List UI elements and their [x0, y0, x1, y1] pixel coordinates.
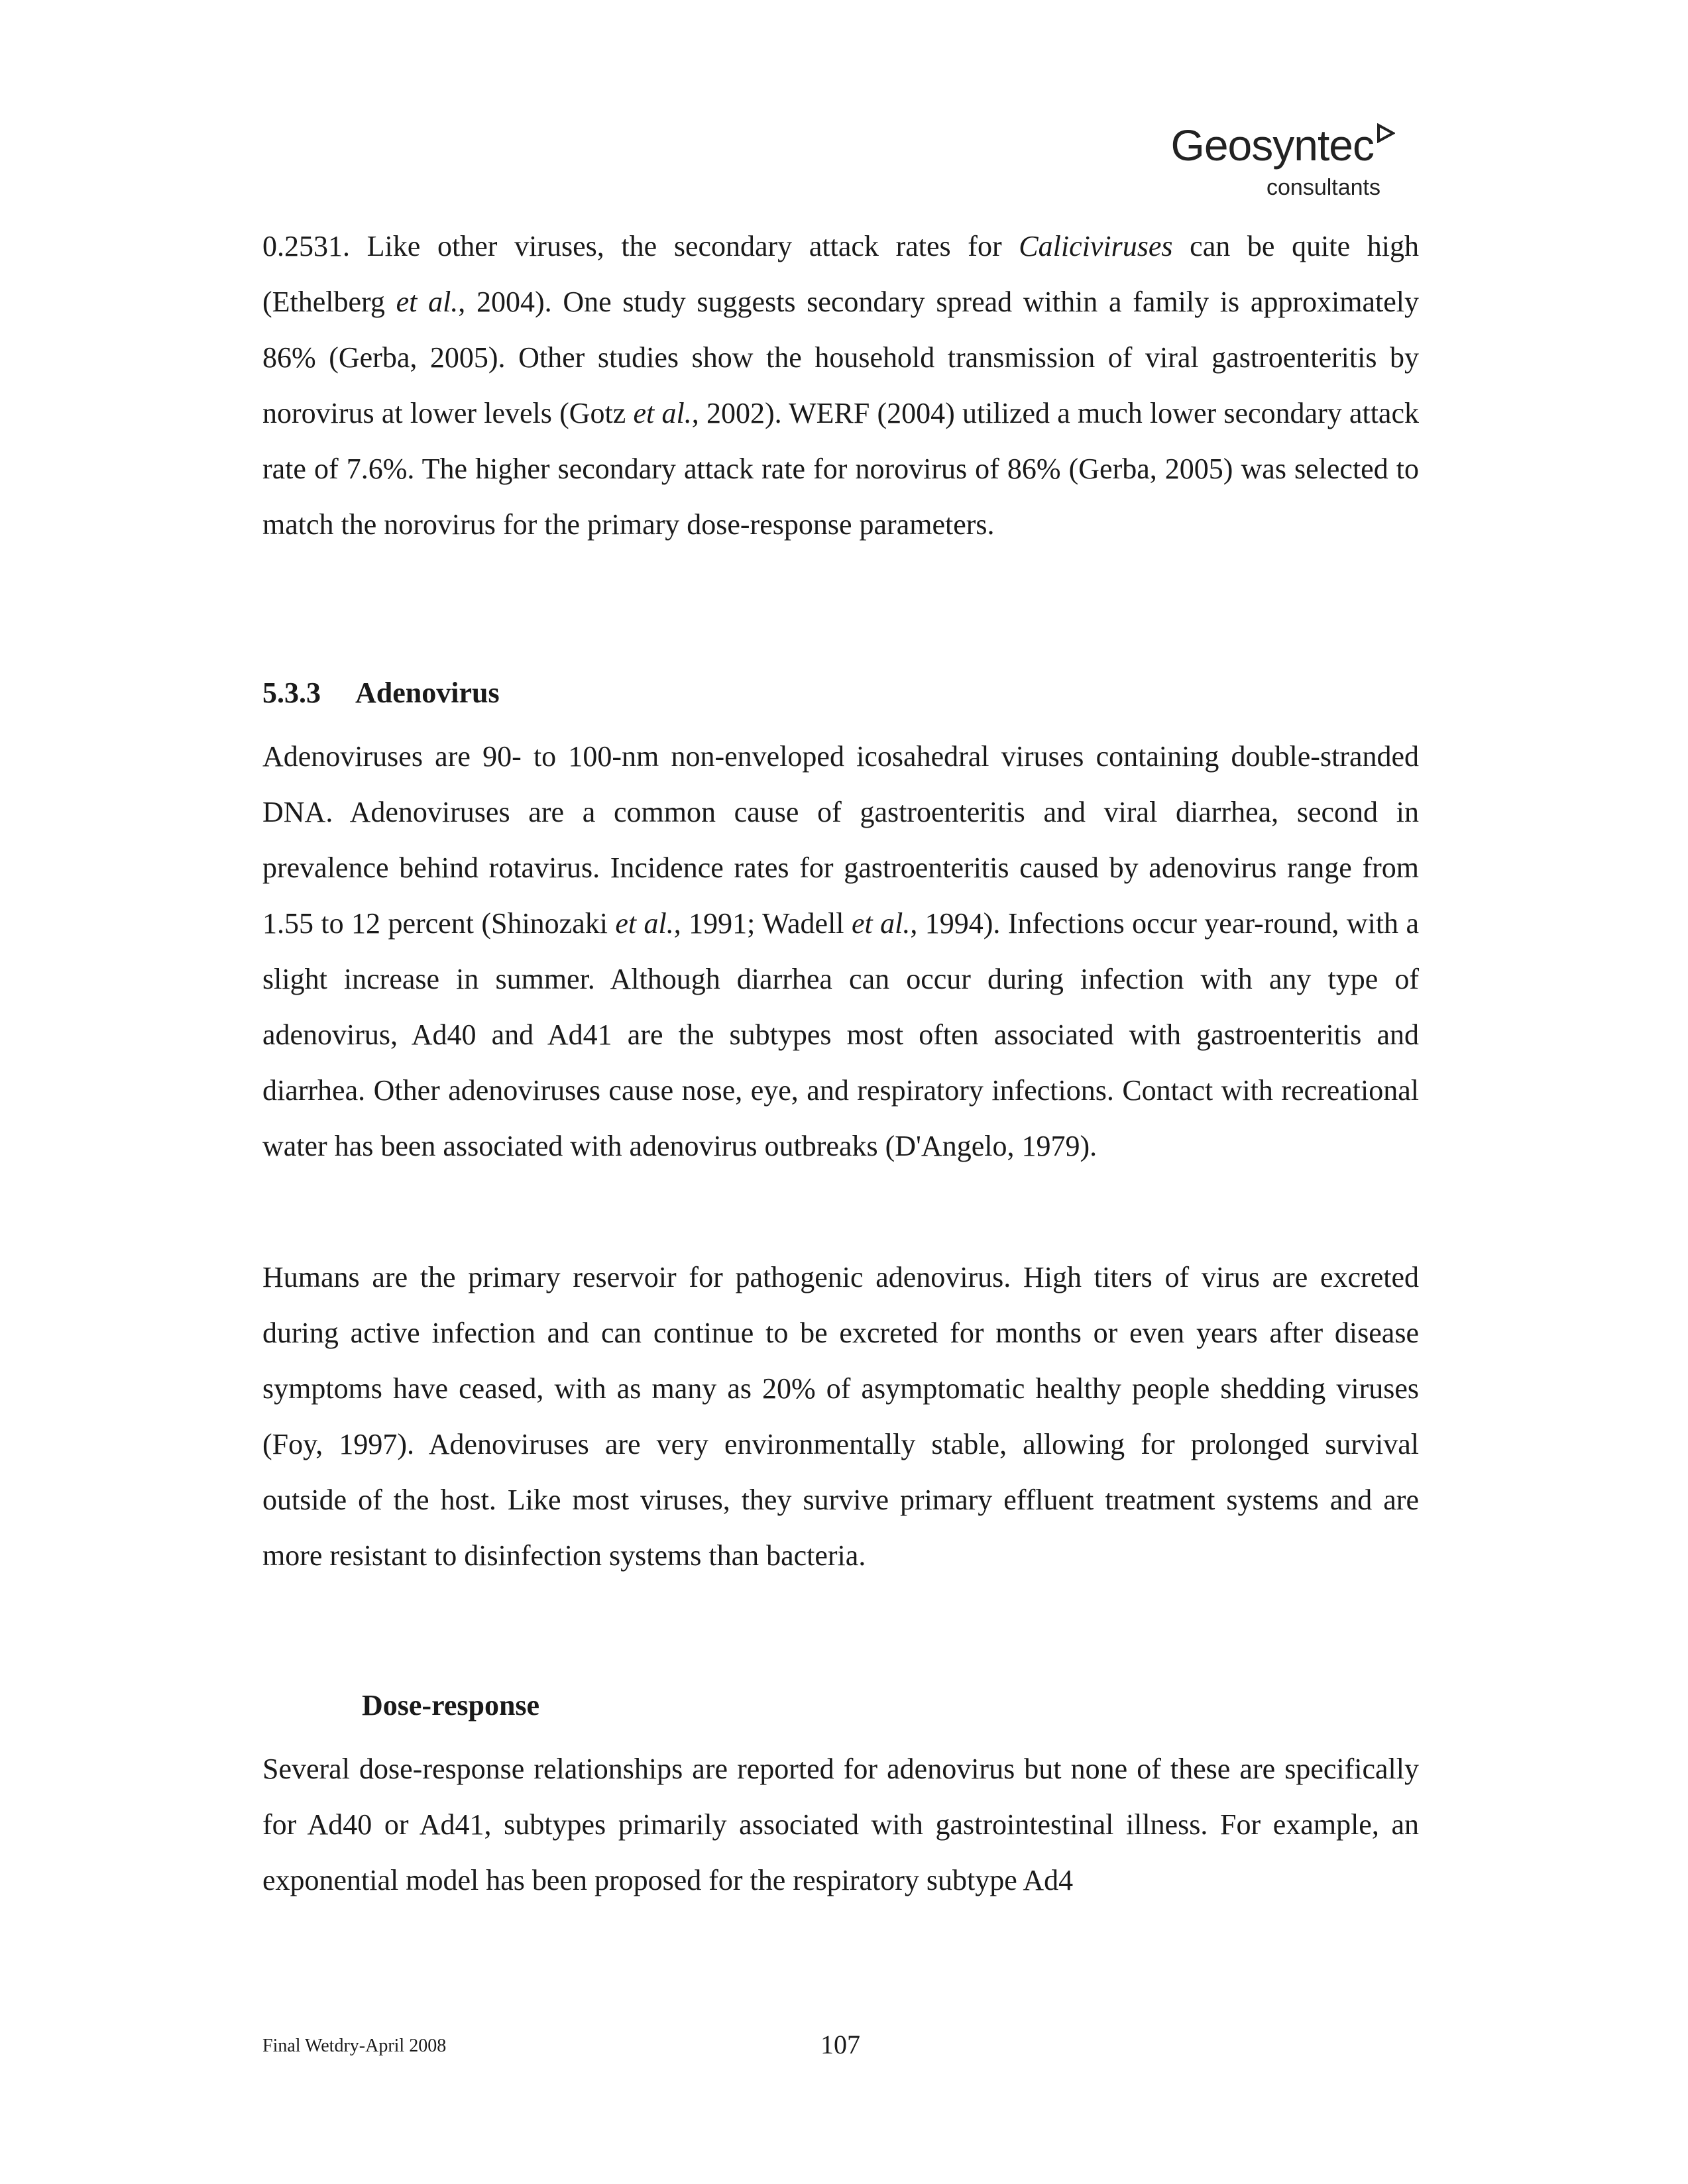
subsection-heading: Dose-response	[362, 1689, 540, 1721]
italic-text: et al.	[396, 286, 459, 318]
section-number: 5.3.3	[262, 677, 321, 709]
footer-document-label: Final Wetdry-April 2008	[262, 2036, 447, 2056]
text-run: , 1991; Wadell	[673, 907, 852, 940]
text-run: Several dose-response relationships are reported for adenovirus but none of these are specifically for Ad40 or Ad41, subtypes primarily associated with gastrointestinal illness. For example, an exponential model has been proposed for the respiratory subtype Ad4	[262, 1753, 1419, 1896]
paragraph-dose-response	[262, 1741, 1419, 1908]
paragraph-adenovirus-intro	[262, 729, 1419, 1174]
section-title: Adenovirus	[355, 677, 500, 709]
logo-name: Geosyntec	[1170, 121, 1374, 170]
paragraph-secondary-attack	[262, 219, 1419, 553]
text-run: Humans are the primary reservoir for pathogenic adenovirus. High titers of virus are excreted during active infection and can continue to be excreted for months or even years after disease symptoms have ceased, with as many as 20% of asymptomatic healthy people shedding viruses (Foy, 1997). Adenoviruses are very environmentally stable, allowing for prolonged survival outside of the host. Like most viruses, they survive primary effluent treatment systems and are more resistant to disinfection systems than bacteria.	[262, 1261, 1419, 1572]
italic-text: et al.	[633, 397, 692, 429]
page-number: 107	[820, 2030, 860, 2059]
text-run: , 1994). Infections occur year-round, with a slight increase in summer. Although diarrhea can occur during infection with any type of adenovirus, Ad40 and Ad41 are the subtypes most often associated with gastroenteritis and diarrhea. Other adenoviruses cause nose, eye, and respiratory infections. Contact with recreational water has been associated with adenovirus outbreaks (D'Angelo, 1979).	[262, 907, 1419, 1162]
logo-subtitle: consultants	[1266, 175, 1380, 200]
text-run: Adenoviruses are 90- to 100-nm non-enveloped icosahedral viruses containing double-stranded DNA. Adenoviruses are a common cause of gastroenteritis and viral diarrhea, second in prevalence behind rotavirus. Incidence rates for gastroenteritis caused by adenovirus range from 1.55 to 12 percent (Shinozaki	[262, 740, 1419, 940]
text-run: 0.2531. Like other viruses, the secondary attack rates for	[262, 230, 1019, 262]
italic-text: Caliciviruses	[1019, 230, 1173, 262]
text-run: , 2002). WERF (2004) utilized a much lower secondary attack rate of 7.6%. The higher secondary attack rate for norovirus of 86% (Gerba, 2005) was selected to match the norovirus for the primary dose-response parameters.	[262, 397, 1419, 541]
logo-triangle-icon	[1377, 106, 1395, 150]
text-run: can be quite high (Ethelberg	[262, 230, 1419, 318]
text-run: , 2004). One study suggests secondary spread within a family is approximately 86% (Gerba, 2005). Other studies show the household transmission of viral gastroenteritis by norovirus at lower levels (Gotz	[262, 286, 1419, 429]
italic-text: et al.	[615, 907, 674, 940]
section-heading	[262, 679, 500, 708]
italic-text: et al.	[851, 907, 911, 940]
paragraph-adenovirus-reservoir	[262, 1250, 1419, 1584]
company-logo	[1171, 123, 1396, 201]
